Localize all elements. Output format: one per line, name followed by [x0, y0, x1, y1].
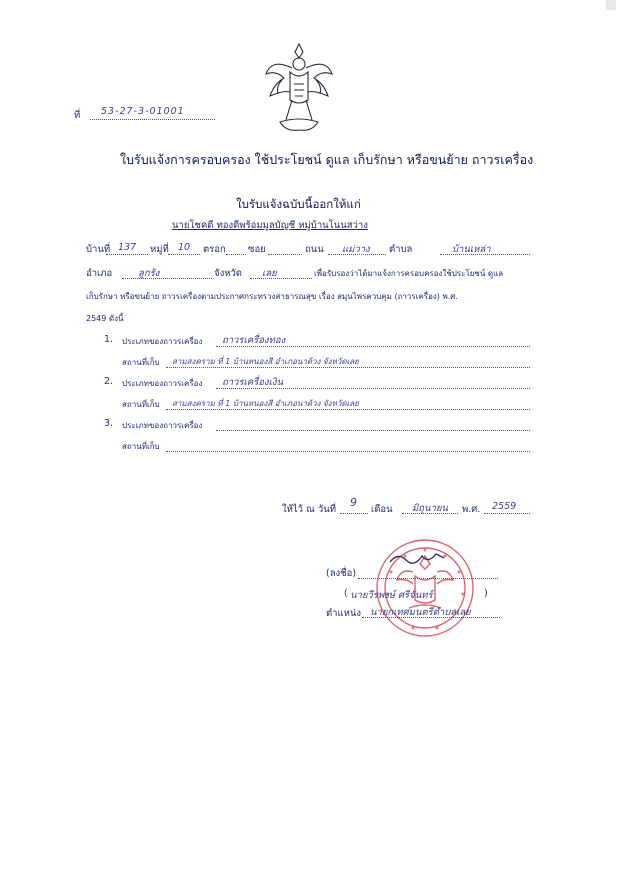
purpose-line-1: เพื่อรับรองว่าได้มาแจ้งการครอบครองใช้ประโยชน์ ดูแล: [314, 269, 504, 278]
item-1-type-value: ถาวรเครื่องทอง: [222, 335, 286, 346]
given-day: 9: [350, 496, 357, 509]
given-prefix: ให้ไว้ ณ วันที่: [282, 504, 336, 515]
item-1-type-label: ประเภทของถาวรเครื่อง: [122, 337, 203, 346]
item-2-place-value: สามสงคราม ที่ 1 บ้านหนองสี อำเภอนาด้วง จังหวัดเลย: [172, 399, 359, 408]
item-3-number: 3.: [104, 418, 114, 429]
tambon-line: [440, 254, 530, 255]
province-value: เลย: [262, 268, 277, 279]
item-1-number: 1.: [104, 334, 114, 345]
item-3-type-label: ประเภทของถาวรเครื่อง: [122, 421, 203, 430]
handwritten-signature: [388, 548, 448, 568]
item-3-place-line: [166, 451, 530, 452]
amphoe-value: ลูกรัง: [138, 268, 160, 279]
road-line: [328, 254, 386, 255]
house-number: 137: [118, 242, 137, 253]
province-line: [250, 278, 312, 279]
item-3-place-label: สถานที่เก็บ: [122, 442, 160, 451]
item-2-type-value: ถาวรเครื่องเงิน: [222, 377, 283, 388]
item-1-place-line: [166, 367, 530, 368]
trok-label: ตรอก: [203, 244, 226, 255]
given-year-label: พ.ศ.: [462, 504, 481, 515]
tambon-value: บ้านเหล่า: [452, 244, 491, 255]
item-2-type-label: ประเภทของถาวรเครื่อง: [122, 379, 203, 388]
item-1-place-label: สถานที่เก็บ: [122, 358, 160, 367]
sign-label: (ลงชื่อ): [326, 568, 357, 579]
garuda-emblem-icon: [262, 40, 336, 136]
province-label: จังหวัด: [214, 268, 242, 279]
sign-line: [358, 578, 498, 579]
item-2-type-line: [216, 388, 530, 389]
moo-value: 10: [178, 242, 191, 253]
signer-name: นายวีรพงษ์ ศรีจันทร์: [350, 590, 433, 601]
amphoe-line: [122, 278, 212, 279]
moo-label: หมู่ที่: [150, 244, 169, 255]
road-label: ถนน: [305, 244, 324, 255]
item-1-type-line: [216, 346, 530, 347]
document-subtitle: ใบรับแจ้งฉบับนี้ออกให้แก่: [236, 197, 361, 211]
soi-label: ซอย: [248, 244, 266, 255]
purpose-line-3: 2549 ดังนี้: [86, 314, 124, 323]
doc-number-label: ที่: [74, 110, 81, 121]
item-2-number: 2.: [104, 376, 114, 387]
purpose-line-2: เก็บรักษา หรือขนย้าย ถาวรเครื่องตามประกาศกระทรวงสาธารณสุข เรื่อง สมุนไพรควบคุม (ถาวรเครื่อง) พ.ศ.: [86, 292, 458, 301]
house-line: [106, 254, 148, 255]
item-1-place-value: สามสงคราม ที่ 1 บ้านหนองสี อำเภอนาด้วง จังหวัดเลย: [172, 357, 359, 366]
given-month-label: เดือน: [371, 504, 393, 515]
soi-line: [268, 254, 302, 255]
given-day-line: [340, 513, 368, 514]
doc-number-value: 53-27-3-01001: [101, 106, 185, 117]
recipient-name: นายโชคดี ทองดีพร้อมมูลบัญชี หมู่บ้านโนนสว่าง: [172, 220, 368, 231]
item-2-place-line: [166, 409, 530, 410]
position-line: [362, 617, 500, 618]
signer-close-paren: ): [484, 588, 488, 599]
signer-open-paren: (: [344, 588, 348, 599]
amphoe-label: อำเภอ: [86, 268, 113, 279]
given-year: 2559: [492, 501, 517, 512]
trok-line: [226, 254, 246, 255]
scan-corner-mark: [606, 0, 616, 10]
tambon-label: ตำบล: [389, 244, 413, 255]
position-value: นายกเทศมนตรีตำบลเลย: [370, 607, 471, 618]
position-label: ตำแหน่ง: [326, 608, 362, 619]
doc-number-line: [90, 119, 215, 120]
document-title: ใบรับแจ้งการครอบครอง ใช้ประโยชน์ ดูแล เก็บรักษา หรือขนย้าย ถาวรเครื่อง: [120, 152, 534, 167]
item-3-type-line: [216, 430, 530, 431]
given-month-line: [402, 513, 458, 514]
item-2-place-label: สถานที่เก็บ: [122, 400, 160, 409]
given-month: มิถุนายน: [412, 503, 448, 514]
house-label: บ้านที่: [86, 244, 111, 255]
moo-line: [168, 254, 200, 255]
given-year-line: [484, 513, 530, 514]
road-value: แม่วาง: [342, 244, 370, 255]
